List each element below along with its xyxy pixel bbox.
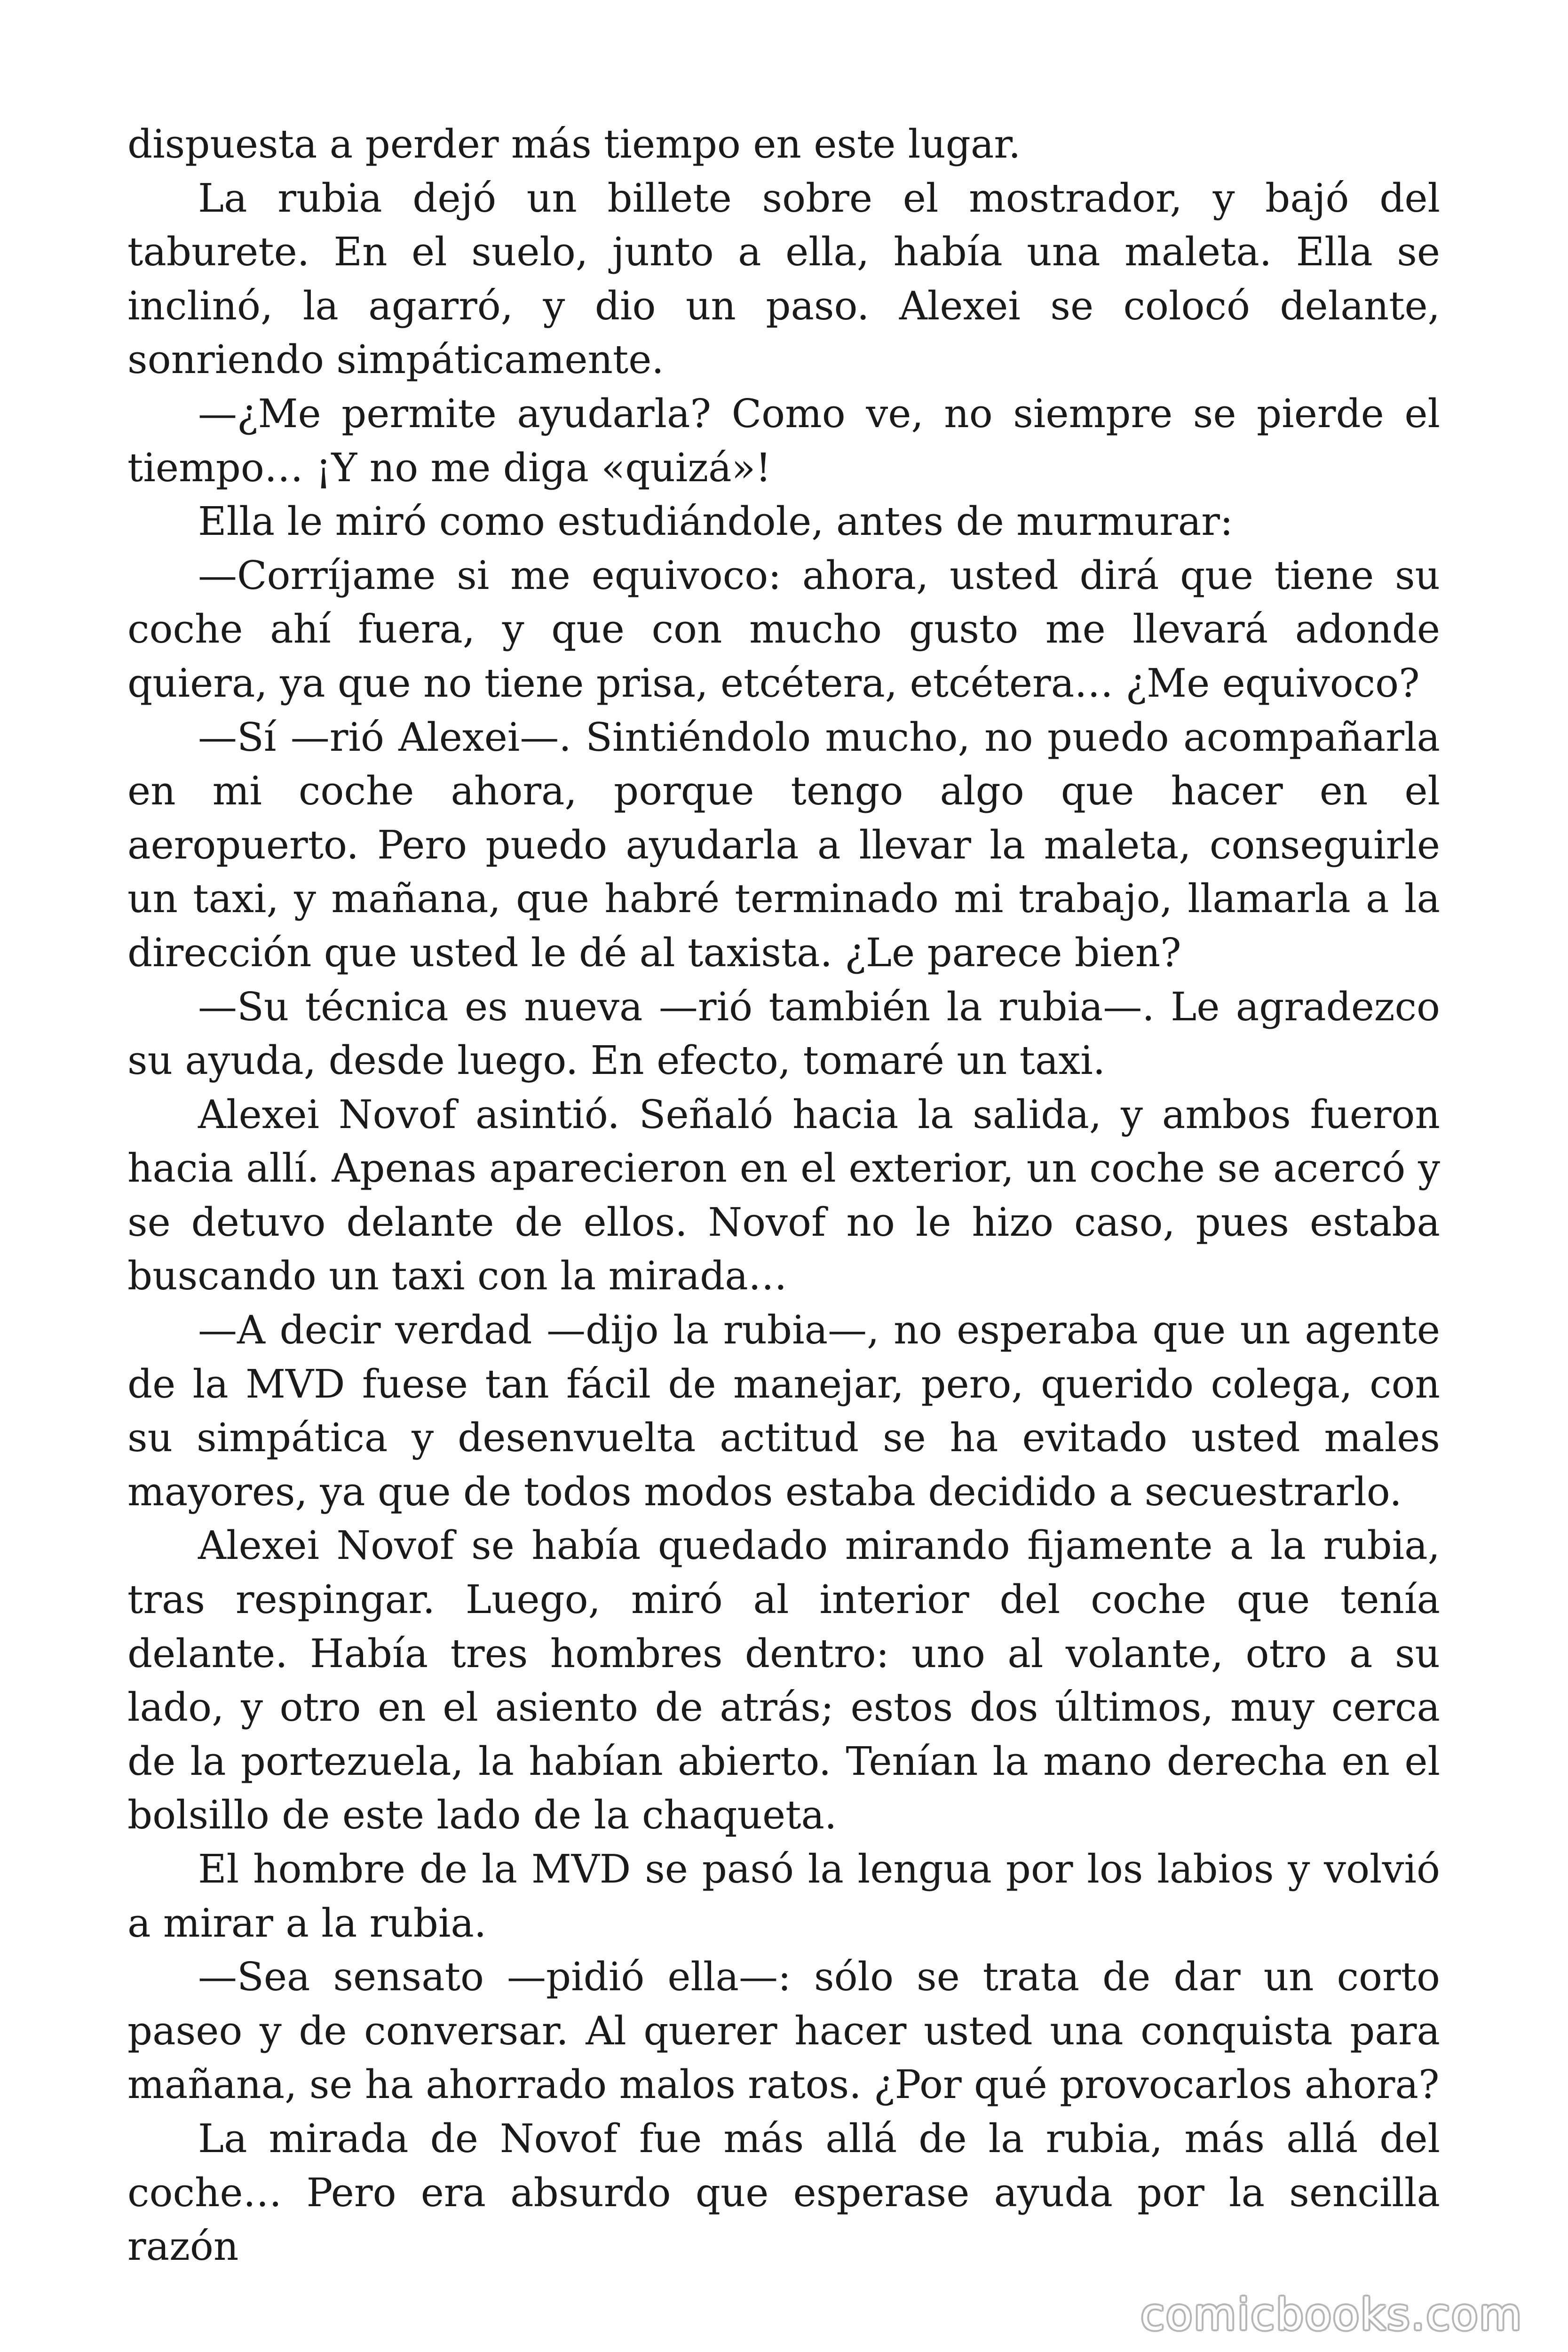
paragraph-11: El hombre de la MVD se pasó la lengua por los labios y volvió a mirar a la rubia. xyxy=(127,1846,1440,1946)
paragraph-4: Ella le miró como estudiándole, antes de murmurar: xyxy=(198,499,1233,545)
paragraph-5: —Corríjame si me equivoco: ahora, usted dirá que tiene su coche ahí fuera, y que con mucho gusto me llevará adonde quiera, ya que no tiene prisa, etcétera, etcétera… ¿Me equivoco? xyxy=(127,552,1440,706)
paragraph-7: —Su técnica es nueva —rió también la rubia—. Le agradezco su ayuda, desde luego. En efecto, tomaré un taxi. xyxy=(127,984,1440,1084)
paragraph-9: —A decir verdad —dijo la rubia—, no esperaba que un agente de la MVD fuese tan fácil de manejar, pero, querido colega, con su simpática y desenvuelta actitud se ha evitado usted males mayores, ya que de todos modos estaba decidido a secuestrarlo. xyxy=(127,1307,1440,1515)
book-page xyxy=(127,118,1440,2274)
paragraph-1: dispuesta a perder más tiempo en este lugar. xyxy=(127,121,1021,167)
paragraph-10: Alexei Novof se había quedado mirando fijamente a la rubia, tras respingar. Luego, miró al interior del coche que tenía delante. Había tres hombres dentro: uno al volante, otro a su lado, y otro en el asiento de atrás; estos dos últimos, muy cerca de la portezuela, la habían abierto. Tenían la mano derecha en el bolsillo de este lado de la chaqueta. xyxy=(127,1523,1440,1838)
paragraph-3: —¿Me permite ayudarla? Como ve, no siempre se pierde el tiempo… ¡Y no me diga «quizá»! xyxy=(127,390,1440,491)
paragraph-12: —Sea sensato —pidió ella—: sólo se trata de dar un corto paseo y de conversar. Al querer hacer usted una conquista para mañana, se ha ahorrado malos ratos. ¿Por qué provocarlos ahora? xyxy=(127,1954,1440,2108)
watermark: comicbooks.com xyxy=(1140,2289,1523,2340)
paragraph-8: Alexei Novof asintió. Señaló hacia la salida, y ambos fueron hacia allí. Apenas aparecieron en el exterior, un coche se acercó y se detuvo delante de ellos. Novof no le hizo caso, pues estaba buscando un taxi con la mirada… xyxy=(127,1091,1440,1299)
paragraph-2: La rubia dejó un billete sobre el mostrador, y bajó del taburete. En el suelo, junto a ella, había una maleta. Ella se inclinó, la agarró, y dio un paso. Alexei se colocó delante, sonriendo simpáticamente. xyxy=(127,175,1440,383)
paragraph-13: La mirada de Novof fue más allá de la rubia, más allá del coche… Pero era absurdo que esperase ayuda por la sencilla razón xyxy=(127,2115,1440,2270)
paragraph-6: —Sí —rió Alexei—. Sintiéndolo mucho, no puedo acompañarla en mi coche ahora, porque tengo algo que hacer en el aeropuerto. Pero puedo ayudarla a llevar la maleta, conseguirle un taxi, y mañana, que habré terminado mi trabajo, llamarla a la dirección que usted le dé al taxista. ¿Le parece bien? xyxy=(127,714,1440,976)
